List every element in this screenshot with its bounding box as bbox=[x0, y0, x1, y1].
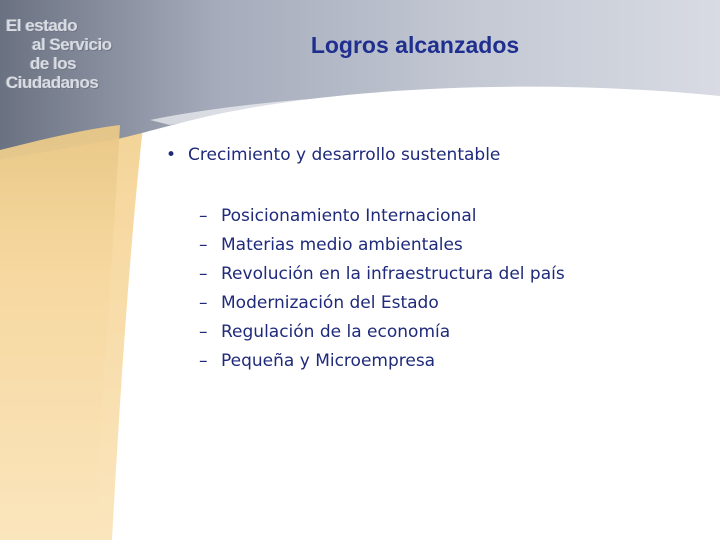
list-item-text: Modernización del Estado bbox=[221, 293, 439, 313]
dash-icon: – bbox=[199, 351, 208, 371]
slide-title: Logros alcanzados bbox=[310, 32, 520, 58]
list-item-text: Posicionamiento Internacional bbox=[221, 206, 477, 226]
dash-icon: – bbox=[199, 264, 208, 284]
sub-bullet-list bbox=[199, 202, 565, 376]
main-bullet-text: Crecimiento y desarrollo sustentable bbox=[188, 145, 501, 165]
dash-icon: – bbox=[199, 235, 208, 255]
list-item-text: Regulación de la economía bbox=[221, 322, 451, 342]
bullet-dot-icon: • bbox=[166, 145, 177, 165]
logo-line: de los bbox=[30, 54, 77, 73]
list-item bbox=[199, 347, 565, 376]
logo-line: El estado bbox=[6, 16, 78, 35]
dash-icon: – bbox=[199, 206, 208, 226]
logo-line: al Servicio bbox=[32, 35, 112, 54]
list-item bbox=[199, 260, 565, 289]
list-item-text: Materias medio ambientales bbox=[221, 235, 463, 255]
list-item bbox=[199, 231, 565, 260]
list-item bbox=[199, 289, 565, 318]
list-item bbox=[199, 202, 565, 231]
dash-icon: – bbox=[199, 293, 208, 313]
dash-icon: – bbox=[199, 322, 208, 342]
list-item-text: Pequeña y Microempresa bbox=[221, 351, 436, 371]
list-item-text: Revolución en la infraestructura del país bbox=[221, 264, 565, 284]
list-item bbox=[199, 318, 565, 347]
main-bullet bbox=[166, 145, 500, 165]
logo-line: Ciudadanos bbox=[6, 73, 99, 92]
logo bbox=[6, 16, 112, 92]
